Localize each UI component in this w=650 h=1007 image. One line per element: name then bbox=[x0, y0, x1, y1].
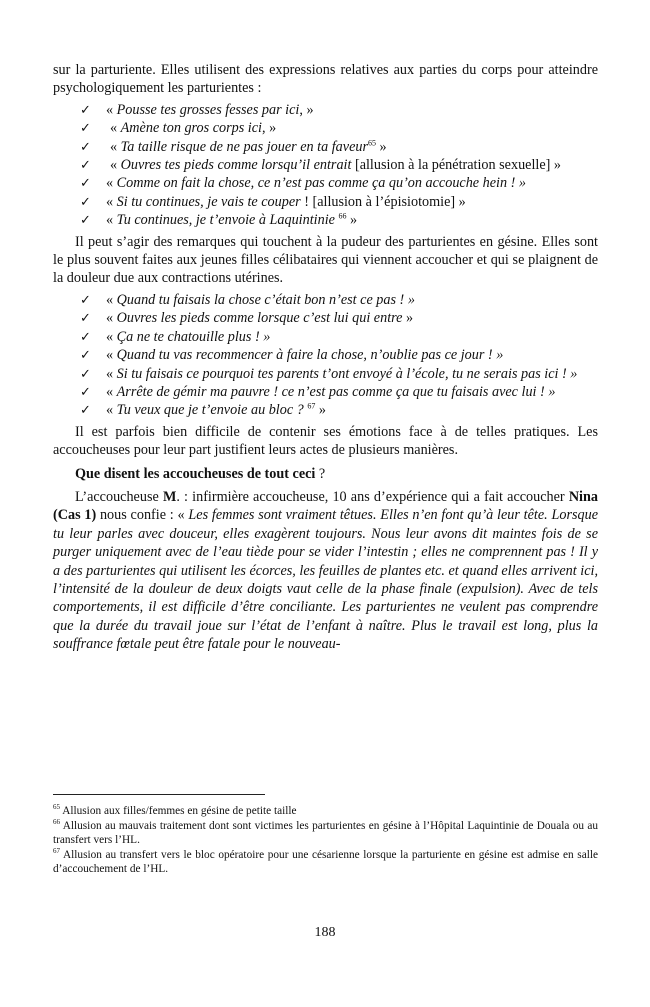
checkmark-icon: ✓ bbox=[80, 383, 91, 399]
paragraph-pudeur: Il peut s’agir des remarques qui touchent à la pudeur des parturientes en gésine. Elles sont le plus souvent faites aux jeunes filles célibataires qui viennent accoucher et qui se plaignent de la douleur due aux contractions utérines. bbox=[53, 233, 598, 287]
page-number: 188 bbox=[314, 925, 336, 940]
footnote: $^{65}$ Allusion aux filles/femmes en gésine de petite taille bbox=[53, 803, 297, 817]
paragraph-emotions: Il est parfois bien difficile de contenir ses émotions face à de telles pratiques. Les accoucheuses pour leur part justifient leurs actes de plusieurs manières. bbox=[53, 423, 598, 459]
checkmark-icon: ✓ bbox=[80, 157, 91, 173]
checkmark-icon: ✓ bbox=[80, 175, 91, 191]
paragraph-testimony: L’accoucheuse M. : infirmière accoucheuse, 10 ans d’expérience qui a fait accoucher Nina (Cas 1) nous confie : « Les femmes sont vraiment têtues. Elles n’en font qu’à leur tête. Lorsque tu leur parles avec douceur, elles exagèrent toujours. Nous leur avons dit maintes fois de se purger uniquement avec de l’eau tiède pour se vider l’intestin ; elles ne comprennent pas ! Il y a des parturientes qui utilisent les écorces, les feuilles de plantes etc. et quand elles arrivent ici, l’intensité de la douleur de deux doigts vaut celle de la phase finale (expulsion). Avec de tels comportements, il est difficile d’être conciliante. Les parturientes ne veulent pas comprendre que la durée du travail joue sur l’état de l’enfant à naître. Plus le travail est long, plus la souffrance fœtale peut être fatale pour le nouveau- bbox=[53, 488, 598, 653]
checkmark-icon: ✓ bbox=[80, 291, 91, 307]
list-item: ✓ « Amène ton gros corps ici, » bbox=[80, 120, 277, 137]
list-item: ✓ « Pousse tes grosses fesses par ici, » bbox=[80, 101, 314, 118]
checkmark-icon: ✓ bbox=[80, 101, 91, 117]
list-item: ✓ « Si tu faisais ce pourquoi tes parents t’ont envoyé à l’école, tu ne serais pas ici ! » bbox=[80, 365, 578, 382]
list-item: ✓ « Quand tu vas recommencer à faire la chose, n’oublie pas ce jour ! » bbox=[80, 347, 504, 364]
list-item: ✓ « Quand tu faisais la chose c’était bon n’est ce pas ! » bbox=[80, 291, 415, 308]
footnote: $^{67}$ Allusion au transfert vers le bloc opératoire pour une césarienne lorsque la parturiente en gésine est admise en salle d’accouchement de l’HL. bbox=[53, 847, 598, 876]
list-item: ✓ « Ouvres les pieds comme lorsque c’est lui qui entre » bbox=[80, 310, 414, 327]
footnote-ref: 65 bbox=[367, 137, 376, 147]
list-item: ✓ « Comme on fait la chose, ce n’est pas comme ça qu’on accouche hein ! » bbox=[80, 175, 526, 192]
checkmark-icon: ✓ bbox=[80, 310, 91, 326]
footnote-divider bbox=[53, 794, 265, 795]
list-item: ✓ « Ta taille risque de ne pas jouer en ta faveur$^{65}$ » bbox=[80, 137, 387, 155]
footnote-ref: 67 bbox=[307, 401, 316, 411]
insult-list-body bbox=[53, 101, 598, 230]
list-item: ✓ « Arrête de gémir ma pauvre ! ce n’est pas comme ça que tu faisais avec lui ! » bbox=[80, 383, 556, 400]
checkmark-icon: ✓ bbox=[80, 193, 91, 209]
list-item: ✓ « Si tu continues, je vais te couper ! [allusion à l’épisiotomie] » bbox=[80, 193, 466, 210]
checkmark-icon: ✓ bbox=[80, 402, 91, 418]
footnote-ref: 66 bbox=[338, 211, 347, 221]
page-body bbox=[53, 61, 598, 654]
insult-list-pudeur bbox=[53, 291, 598, 420]
checkmark-icon: ✓ bbox=[80, 212, 91, 228]
list-item: ✓ « Tu veux que je t’envoie au bloc ? $^{67}$ » bbox=[80, 401, 326, 419]
checkmark-icon: ✓ bbox=[80, 365, 91, 381]
footnote: $^{66}$ Allusion au mauvais traitement dont sont victimes les parturientes en gésine à l’Hôpital Laquintinie de Douala ou au transfert vers l’HL. bbox=[53, 817, 598, 847]
checkmark-icon: ✓ bbox=[80, 328, 91, 344]
checkmark-icon: ✓ bbox=[80, 138, 91, 154]
list-item: ✓ « Ouvres tes pieds comme lorsqu’il entrait [allusion à la pénétration sexuelle] » bbox=[80, 157, 562, 174]
paragraph-intro: sur la parturiente. Elles utilisent des expressions relatives aux parties du corps pour atteindre psychologiquement les parturientes : bbox=[53, 62, 598, 97]
checkmark-icon: ✓ bbox=[80, 347, 91, 363]
list-item: ✓ « Ça ne te chatouille plus ! » bbox=[80, 328, 271, 345]
footnotes bbox=[53, 794, 598, 877]
checkmark-icon: ✓ bbox=[80, 120, 91, 136]
list-item: ✓ « Tu continues, je t’envoie à Laquintinie $^{66}$ » bbox=[80, 211, 358, 229]
section-heading: Que disent les accoucheuses de tout ceci ? bbox=[75, 465, 326, 482]
